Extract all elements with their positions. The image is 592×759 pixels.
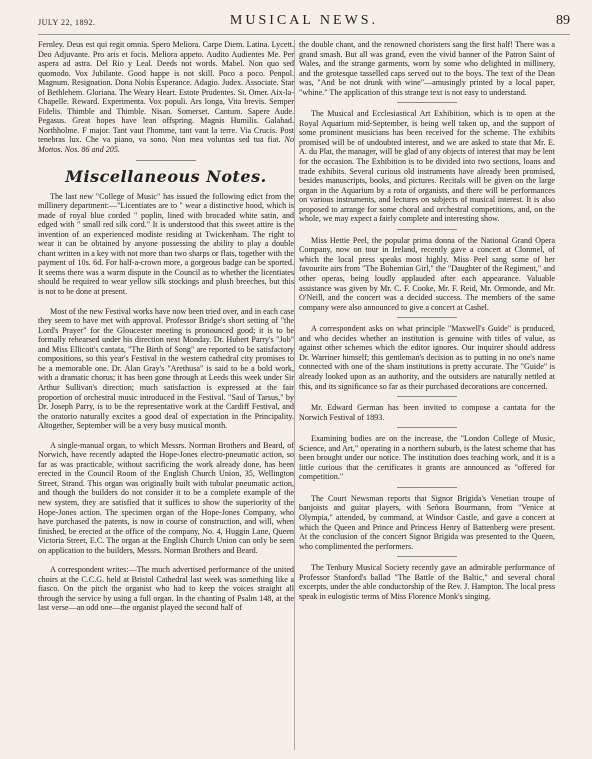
paragraph-correspondent-bristol: A correspondent writes:—The much advertised performance of the united choirs at the C.C.G. held at Bristol Cathedral last week was something like a fiasco. On the pitch the organist who had to keep the voices straight all through the service by using a full organ. In the chanting of Psalm 148, at the last verse—an odd one—the organist played the second half of bbox=[38, 565, 294, 613]
paragraph-organ: A single-manual organ, to which Messrs. Norman Brothers and Beard, of Norwich, have recently adapted the Hope-Jones electro-pneumatic action, so far as was practicable, without sacrificing the work already done, has been erected in the Council Room of the English Church Union, 35, Wellington Street, Strand. This organ was originally built with tubular pneumatic action, and though the builders do not consider it to be a complete example of the new system, they are satisfied that it suffices to show the superiority of the Hope-Jones action. The specimen organ of the Hope-Jones Company, who have purchased the patents, is now in course of construction, and will, when finished, be erected at the office of the company, No. 4, Huggin Lane, Queen Victoria Street, E.C. The organ at the English Church Union can only be seen on application to the builders, Messrs. Norman Brothers and Beard. bbox=[38, 440, 294, 555]
paragraph-examining-bodies: Examining bodies are on the increase, the "London College of Music, Science, and Art," operating in a northern suburb, is the latest scheme that has been brought under our notice. The institution does teaching work, and it is a little curious that the certificates it grants are announced as "offered for competition." bbox=[299, 434, 555, 482]
divider-rule bbox=[397, 396, 457, 397]
divider-rule bbox=[397, 427, 457, 428]
page-header bbox=[38, 10, 570, 35]
paragraph-court-newsman: The Court Newsman reports that Signor Brigida's Venetian troupe of banjoists and guitar players, with Señora Bourmann, from "Venice at Olympia," attended, by command, at Windsor Castle, and gave a concert at which the Queen and Prince and Princess Henry of Battenberg were present. At the conclusion of the concert Signor Brigida was presented to the Queen, who complimented the performers. bbox=[299, 493, 555, 551]
section-heading: Miscellaneous Notes. bbox=[65, 166, 267, 186]
column-divider bbox=[294, 40, 295, 750]
paragraph-festival-works: Most of the new Festival works have now been tried over, and in each case they seem to have met with approval. Professor Bridge's short setting of "the Lord's Prayer" for the Gloucester meeting is pronounced good; it is to be formally rehearsed under his direction next Monday. Dr. Hubert Parry's "Job" and Miss Ellicott's cantata, "The Birth of Song" are reported to be satisfactory compositions, so this year's Festival in the western cathedral city promises to be a memorable one. Dr. Alan Gray's "Arethusa" is said to be a bold work, with a dramatic chorus; it has been gone through at Leeds this week under Sir Arthur Sullivan's direction; much satisfaction is expressed at the fair proportion of orchestral music introduced in the Festival. "Saul of Tarsus," by Dr. Joseph Parry, is to be the representative work at the Cardiff Festival, and the oratorio naturally excites a good deal of expectation in the Principality. Altogether, September will be a very busy musical month. bbox=[38, 306, 294, 431]
publication-title: MUSICAL NEWS. bbox=[229, 13, 379, 28]
paragraph-hettie-peel: Miss Hettie Peel, the popular prima donna of the National Grand Opera Company, now on tour in Ireland, recently gave a concert at Clonmel, of which the local press speaks most highly. Miss Peel sang some of her favourite airs from "The Bohemian Girl," the "Daughter of the Regiment," and other operas, being loudly applauded after each appearance. Valuable assistance was given by Mr. C. F. Cooke, Mr. F. Reid, Mr. Ormonde, and Mr. O'Neill, and the concert was a decided success. The members of the same company were also announced to give a concert at Cashel. bbox=[299, 235, 555, 312]
paragraph-tenbury: The Tenbury Musical Society recently gave an admirable performance of Professor Stanford's ballad "The Battle of the Baltic," and several choral excerpts, under the able conductorship of the Rev. J. Hampton. The local press speak in eulogistic terms of Miss Florence Monk's singing. bbox=[299, 563, 555, 601]
paragraph-exhibition: The Musical and Ecclesiastical Art Exhibition, which is to open at the Royal Aquarium mid-September, is being well taken up, and the support of some prominent musicians has been received for the scheme. The exhibits promised will be of undoubted interest, and we are asked to state that Mr. E. A. du Plat, the manager, will be glad of any objects of interest that may be lent for the occasion. The Exhibition is to be divided into two sections, loans and trade exhibits. Several curious old instruments have already been promised, besides manuscripts, books, and pictures. Recitals will be given on the large organ in the Aquarium by a rota of organists, and there will be performances on various instruments, and lectures on subjects of musical interest. It is also proposed to arrange for some choral and orchestral competitions, and, on the whole, we may expect a fairly complete and interesting show. bbox=[299, 109, 555, 224]
mottos-note: No Mottos. Nos. 86 and 205. bbox=[38, 135, 295, 155]
right-column bbox=[299, 40, 555, 601]
divider-rule bbox=[397, 317, 457, 318]
divider-rule bbox=[397, 102, 457, 103]
paragraph-college-of-music: The last new "College of Music" has issued the following edict from the millinery department:—"Licentiates are to " wear a distinctive hood, which is made of royal blue corded " poplin, lined with brocaded white satin, and edged with " small red silk cord." It is understood that this sweet attire is the invention of an experienced modiste residing at Twickenham. The right to wear it can be obtained by anyone possessing the ability to play a double chant written in a key with not more than two sharps or flats, together with the payment of 10s. 6d. For half-a-crown more, a gorgeous badge can be sported. It seems there was a warm dispute in the Council as to whether the licentiates should be required to wear yellow silk stockings and plush breeches, but this is not to be done at present. bbox=[38, 191, 294, 297]
divider-rule bbox=[397, 229, 457, 230]
paragraph-edward-german: Mr. Edward German has been invited to compose a cantata for the Norwich Festival of 1893. bbox=[299, 403, 555, 422]
page-number: 89 bbox=[556, 13, 570, 28]
mottos-list: Fernley. Deus est qui regit omnia. Spero Meliora. Carpe Diem. Latina. Lycett. Deo Adjuvante. Pro aris et focis. Meliora appeto. Audito Audientes Me. Per aspera ad astra. Del Rio y Leal. Deeds not words. Mabel. Non quo sed quomodo. Vox Jubilante. Good happe is not skill. Poco a poco. Penpol. Magnum. Resignation. Dona Nobis Esperance. Adagio. Judex. Associate. Star of Bethlehem. Gloriana. The Weary Heart. Estote Prudentes. St. Omer. Aix-la-Chapelle. Reward. Experimenta. Vox populi. Ars longa, Vita brevis. Semper Fidelis. Thimble and Thimble. Nisan. Somerset. Cantum. Sapere Aude. Pegasus. Great hopes have lean offspring. Magnis Humilis. Galahad. Northholme. F major. Tant vaut l'homme, tant vaut la terre. Via Crucis. Post tenebras lux. Che va piano, va sono. Non mea voluntas sed tua fiat. bbox=[38, 40, 294, 145]
left-column bbox=[38, 40, 294, 613]
paragraph-bristol-continued: the double chant, and the renowned choristers sang the first half! There was a grand smash. But all was grand, even the vivid banner of the Patron Saint of Wales, and the strange garments, worn by some who delighted in millinery, and the grotesque tasselled caps served out to the boys. The text of the Dean was, "And be not drunk with wine"—amusingly printed by a local paper, "whine." The application of this strange text is not easy to understand. bbox=[299, 40, 555, 97]
issue-date: JULY 22, 1892. bbox=[38, 18, 96, 27]
paragraph-maxwells-guide: A correspondent asks on what principle "Maxwell's Guide" is produced, and who decides whether an institution is genuine with titles of value, as against other schemes which the editor ignores. Our inquirer should address Dr. Warriner himself; this gentleman's decision as to putting in no one's name connected with one of the sham institutions is pretty accurate. The "Guide" is already looked upon as an authority, and the outsiders are naturally nettled at this, and its significance so far as their purchased decorations are concerned. bbox=[299, 324, 555, 391]
divider-rule bbox=[397, 487, 457, 488]
divider-rule bbox=[397, 556, 457, 557]
section-rule bbox=[136, 160, 196, 161]
mottos-paragraph bbox=[38, 40, 294, 155]
